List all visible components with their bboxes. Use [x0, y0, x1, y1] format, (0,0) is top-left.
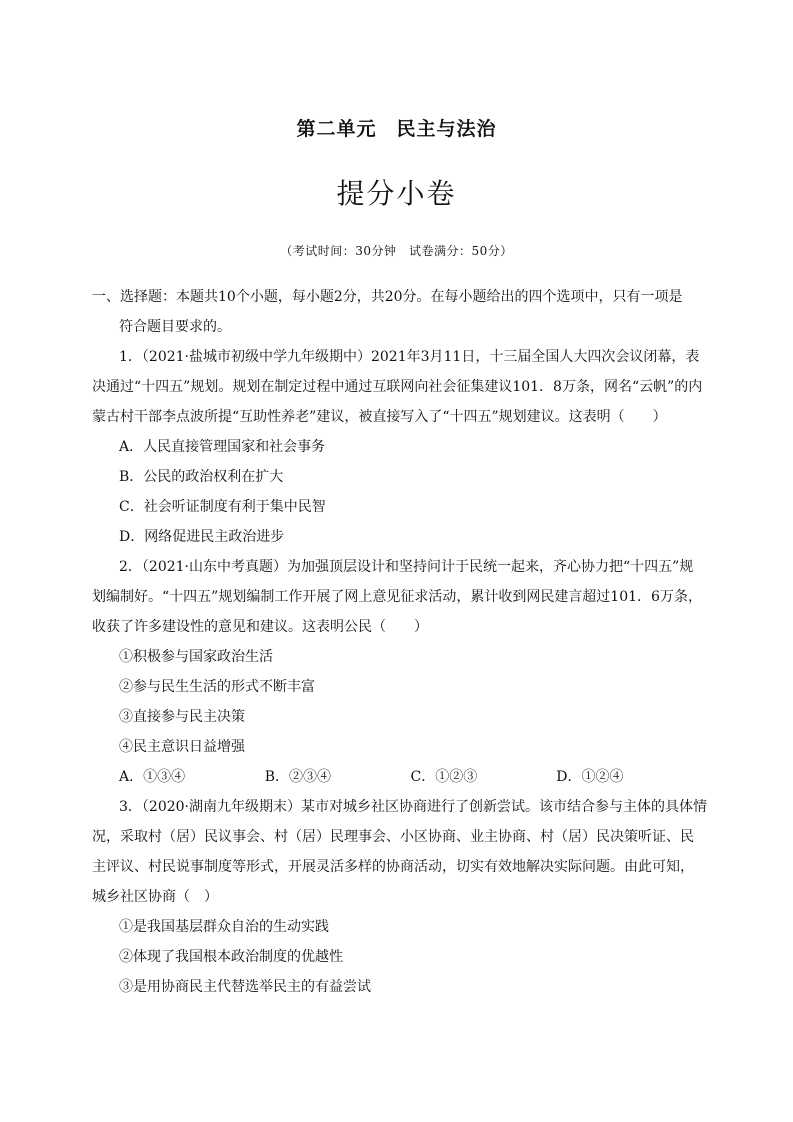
question-1-line-3: 蒙古村干部李点波所提“互助性养老”建议，被直接写入了“十四五”规划建议。这表明（ ）	[92, 409, 667, 425]
question-2-option-b: B．②③④	[264, 769, 332, 785]
question-1-line-2: 决通过“十四五”规划。规划在制定过程中通过互联网向社会征集建议101．8万条，网名“云帆”的内	[92, 379, 703, 395]
section-heading-line-1: 一、选择题：本题共10个小题，每小题2分，共20分。在每小题给出的四个选项中，只有一项是	[92, 289, 683, 305]
unit-title: 第二单元 民主与法治	[296, 118, 497, 140]
question-2-statement-4: ④民主意识日益增强	[119, 739, 245, 755]
question-3-line-1: 3．（2020·湖南九年级期末）某市对城乡社区协商进行了创新尝试。该市结合参与主体的具体情	[119, 799, 707, 815]
question-2-statement-3: ③直接参与民主决策	[119, 709, 245, 725]
question-2-options	[92, 762, 702, 792]
question-3-statement-3: ③是用协商民主代替选举民主的有益尝试	[119, 979, 371, 995]
paper-title: 提分小卷	[336, 177, 457, 210]
question-2-statement-1: ①积极参与国家政治生活	[119, 649, 273, 665]
question-2-statement-2: ②参与民生生活的形式不断丰富	[119, 679, 315, 695]
question-2-option-c: C．①②③	[410, 769, 478, 785]
question-1-option-d: D．网络促进民主政治进步	[119, 529, 285, 545]
question-1-line-1: 1．（2021·盐城市初级中学九年级期中）2021年3月11日，十三届全国人大四次会议闭幕，表	[119, 349, 700, 365]
question-3-line-2: 况，采取村（居）民议事会、村（居）民理事会、小区协商、业主协商、村（居）民决策听证、民	[92, 829, 694, 845]
question-3	[92, 792, 707, 1002]
section-heading-line-2: 符合题目要求的。	[119, 319, 231, 335]
question-1	[92, 342, 702, 552]
question-3-line-3: 主评议、村民说事制度等形式，开展灵活多样的协商活动，切实有效地解决实际问题。由此可知，	[92, 859, 694, 875]
question-1-option-b: B．公民的政治权利在扩大	[119, 469, 284, 485]
question-2-option-a: A．①③④	[119, 769, 186, 785]
question-2	[92, 552, 702, 792]
exam-info: （考试时间：30分钟 试卷满分：50分）	[280, 244, 513, 258]
question-2-option-d: D．①②④	[556, 769, 624, 785]
question-2-line-3: 收获了许多建设性的意见和建议。这表明公民（ ）	[92, 619, 428, 635]
question-2-line-2: 划编制好。“十四五”规划编制工作开展了网上意见征求活动，累计收到网民建言超过101．6万条，	[92, 589, 702, 605]
question-1-option-c: C．社会听证制度有利于集中民智	[119, 499, 326, 515]
question-3-statement-2: ②体现了我国根本政治制度的优越性	[119, 949, 343, 965]
question-3-line-4: 城乡社区协商（ ）	[92, 889, 218, 905]
question-content	[92, 282, 707, 1002]
question-3-statement-1: ①是我国基层群众自治的生动实践	[119, 919, 329, 935]
question-1-option-a: A．人民直接管理国家和社会事务	[119, 439, 326, 455]
question-2-line-1: 2．（2021·山东中考真题）为加强顶层设计和坚持问计于民统一起来，齐心协力把“十四五”规	[119, 559, 694, 575]
